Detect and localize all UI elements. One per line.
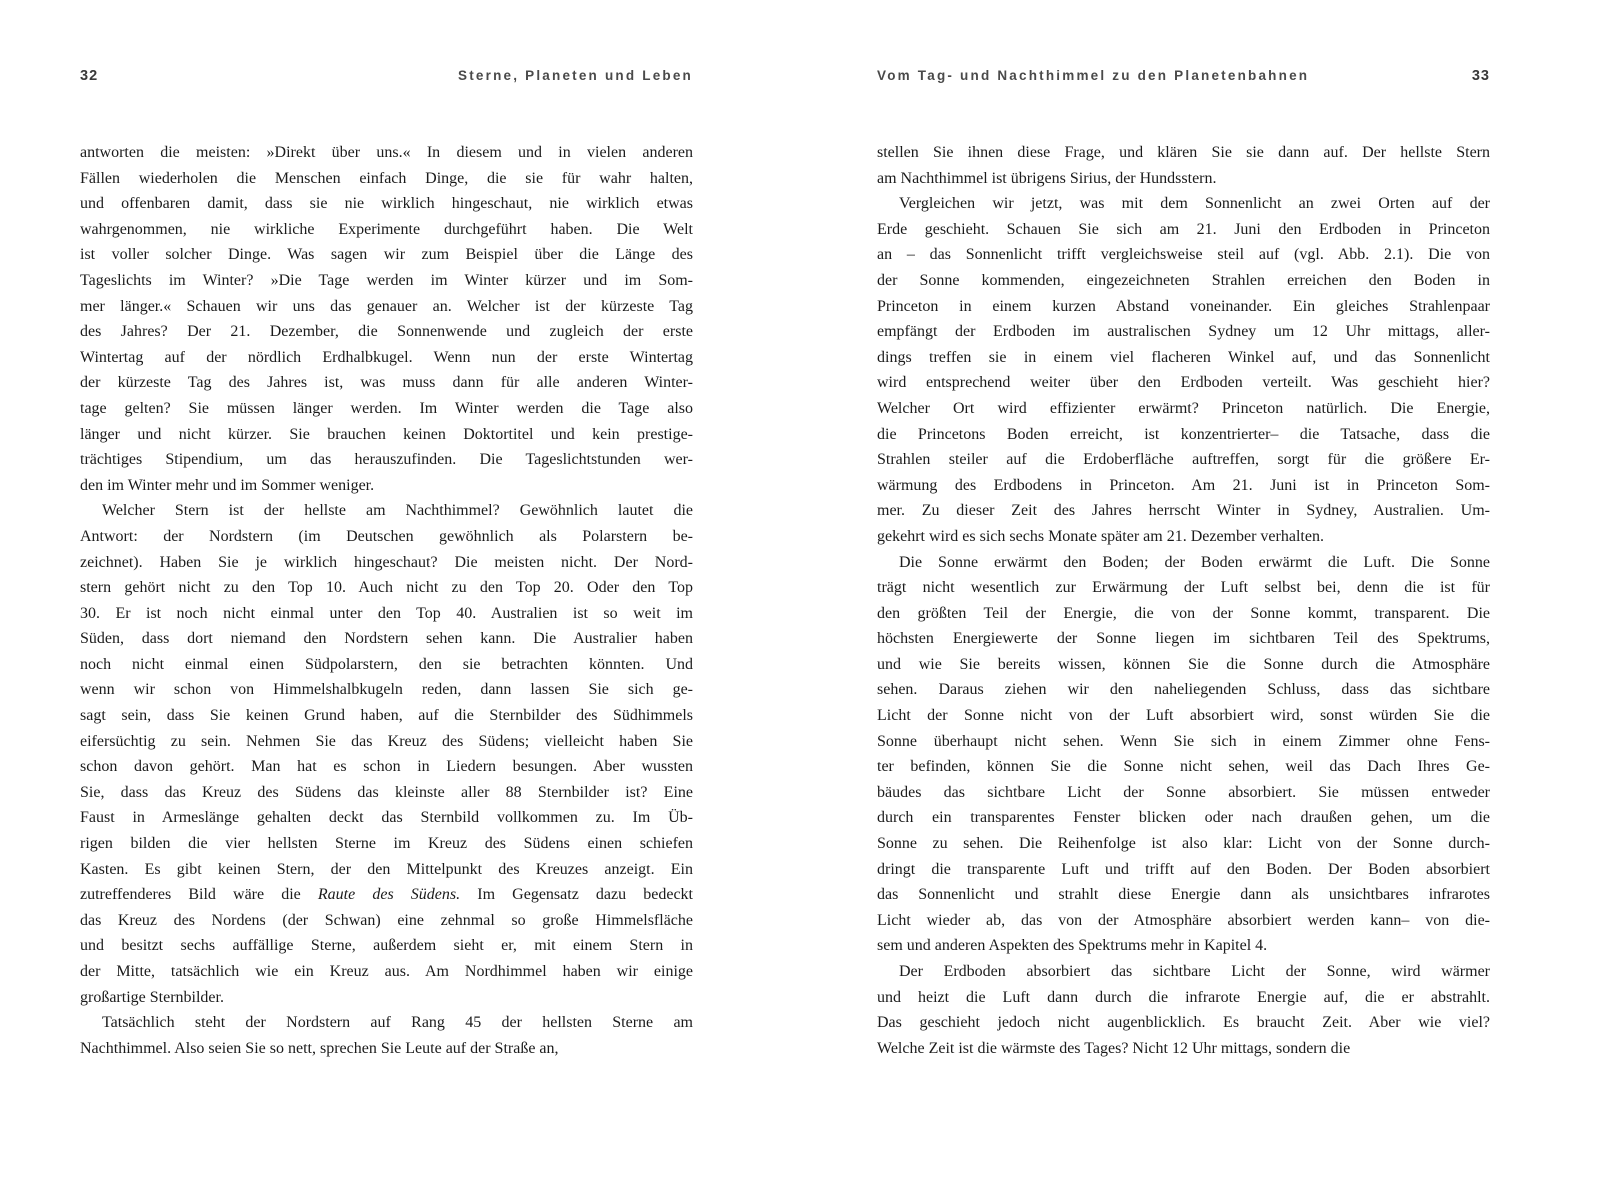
text-line <box>877 754 1490 780</box>
paragraph <box>877 140 1490 191</box>
text-segment: Vergleichen wir jetzt, was mit dem Sonnenlicht an zwei Orten auf der <box>899 195 1490 213</box>
text-segment: empfängt der Erdboden im australischen Sydney um 12 Uhr mittags, aller- <box>877 323 1490 341</box>
left-page <box>80 68 693 1061</box>
paragraph <box>80 140 693 498</box>
text-segment: den größten Teil der Energie, die von der Sonne kommt, transparent. Die <box>877 604 1490 622</box>
text-segment: Der Erdboden absorbiert das sichtbare Licht der Sonne, wird wärmer <box>899 963 1490 980</box>
text-segment: tage gelten? Sie müssen länger werden. Im Winter werden die Tage also <box>80 399 693 417</box>
text-line <box>80 703 693 729</box>
text-segment: eifersüchtig zu sein. Nehmen Sie das Kreuz des Südens; vielleicht haben Sie <box>80 732 693 750</box>
text-line <box>80 857 693 883</box>
text-line <box>877 217 1490 243</box>
text-segment: trägt nicht wesentlich zur Erwärmung der Luft selbst bei, denn die ist für <box>877 579 1490 597</box>
text-line <box>877 729 1490 755</box>
text-line <box>80 294 693 320</box>
text-line <box>877 933 1490 959</box>
text-line <box>80 780 693 806</box>
text-segment: das Sonnenlicht und strahlt diese Energie dann als unsichtbares infrarotes <box>877 886 1490 904</box>
text-line <box>80 473 693 499</box>
paragraph <box>877 191 1490 549</box>
text-line <box>80 345 693 371</box>
text-line <box>877 652 1490 678</box>
text-line <box>877 959 1490 985</box>
text-segment: mer länger.« Schauen wir uns das genauer an. Welcher ist der kürzeste Tag <box>80 297 693 315</box>
text-segment: am Nachthimmel ist übrigens Sirius, der Hundsstern. <box>877 169 1217 187</box>
text-line <box>877 191 1490 217</box>
text-segment: dings treffen sie in einem viel flacheren Winkel auf, und das Sonnenlicht <box>877 348 1490 366</box>
text-segment: Sie, dass das Kreuz des Südens das kleinste aller 88 Sternbilder ist? Eine <box>80 783 693 801</box>
text-segment: und heizt die Luft dann durch die infrarote Energie auf, die er abstrahlt. <box>877 988 1490 1006</box>
text-segment: Welcher Stern ist der hellste am Nachthimmel? Gewöhnlich lautet die <box>102 502 693 520</box>
text-line <box>80 626 693 652</box>
left-running-head: Sterne, Planeten und Leben <box>458 68 693 83</box>
text-segment: der Sonne kommenden, eingezeichneten Strahlen erreichen den Boden in <box>877 271 1490 289</box>
text-segment: Sonne zu sehen. Die Reihenfolge ist also klar: Licht von der Sonne durch- <box>877 835 1490 853</box>
text-segment: das Kreuz des Nordens (der Schwan) eine zehnmal so große Himmelsfläche <box>80 911 693 929</box>
text-segment: den im Winter mehr und im Sommer weniger. <box>80 476 375 494</box>
text-segment: Die Sonne erwärmt den Boden; der Boden erwärmt die Luft. Die Sonne <box>899 553 1490 571</box>
text-line <box>877 498 1490 524</box>
text-line <box>80 242 693 268</box>
text-segment: Sonne überhaupt nicht sehen. Wenn Sie sich in einem Zimmer ohne Fens- <box>877 732 1490 750</box>
text-line <box>80 882 693 908</box>
right-page <box>877 68 1490 1061</box>
text-line <box>80 959 693 985</box>
text-segment: 30. Er ist noch nicht einmal unter den Top 40. Australien ist so weit im <box>80 604 693 622</box>
italic-text: Raute des Südens. <box>317 886 461 904</box>
text-segment: stellen Sie ihnen diese Frage, und klären Sie sie dann auf. Der hellste Stern <box>877 144 1490 161</box>
text-segment: schon davon gehört. Man hat es schon in Liedern besungen. Aber wussten <box>80 758 693 776</box>
text-line <box>877 268 1490 294</box>
text-line <box>80 447 693 473</box>
right-page-number: 33 <box>1471 68 1490 84</box>
right-page-body <box>877 140 1490 1061</box>
text-line <box>877 1036 1490 1062</box>
text-line <box>80 831 693 857</box>
text-segment: Strahlen steiler auf die Erdoberfläche auftreffen, sorgt für die größere Er- <box>877 451 1490 469</box>
text-segment: sem und anderen Aspekten des Spektrums mehr in Kapitel 4. <box>877 937 1268 955</box>
text-line <box>877 422 1490 448</box>
text-segment: zutreffenderes Bild wäre die <box>80 886 318 904</box>
text-segment: Welcher Ort wird effizienter erwärmt? Princeton natürlich. Die Energie, <box>877 399 1490 417</box>
text-line <box>80 1036 693 1062</box>
text-line <box>877 447 1490 473</box>
text-line <box>80 140 693 166</box>
text-line <box>80 498 693 524</box>
text-segment: wird entsprechend weiter über den Erdboden verteilt. Was geschieht hier? <box>877 374 1490 392</box>
text-segment: Antwort: der Nordstern (im Deutschen gewöhnlich als Polarstern be- <box>80 527 693 545</box>
text-segment: und besitzt sechs auffällige Sterne, außerdem sieht er, mit einem Stern in <box>80 937 693 955</box>
text-line <box>877 780 1490 806</box>
text-line <box>80 524 693 550</box>
text-line <box>877 319 1490 345</box>
text-line <box>877 140 1490 166</box>
text-segment: Süden, dass dort niemand den Nordstern sehen kann. Die Australier haben <box>80 630 693 648</box>
text-segment: Tatsächlich steht der Nordstern auf Rang 45 der hellsten Sterne am <box>102 1014 693 1032</box>
text-line <box>877 1010 1490 1036</box>
text-line <box>80 191 693 217</box>
text-line <box>80 319 693 345</box>
text-segment: wärmung des Erdbodens in Princeton. Am 21. Juni ist in Princeton Som- <box>877 476 1490 494</box>
text-line <box>80 729 693 755</box>
text-line <box>877 575 1490 601</box>
text-line <box>80 933 693 959</box>
text-segment: Faust in Armeslänge gehalten deckt das Sternbild vollkommen zu. Im Üb- <box>80 809 693 827</box>
text-segment: rigen bilden die vier hellsten Sterne im Kreuz des Südens einen schiefen <box>80 835 693 853</box>
text-segment: Das geschieht jedoch nicht augenblicklich. Es braucht Zeit. Aber wie viel? <box>877 1014 1490 1032</box>
text-segment: durch ein transparentes Fenster blicken oder nach draußen gehen, um die <box>877 809 1490 827</box>
text-segment: sehen. Daraus ziehen wir den naheliegenden Schluss, dass das sichtbare <box>877 681 1490 699</box>
text-segment: bäudes das sichtbare Licht der Sonne absorbiert. Sie müssen entweder <box>877 783 1490 801</box>
text-segment: länger und nicht kürzer. Sie brauchen keinen Doktortitel und kein prestige- <box>80 425 693 443</box>
text-segment: höchsten Energiewerte der Sonne liegen im sichtbaren Teil des Spektrums, <box>877 630 1490 648</box>
left-page-number: 32 <box>80 68 99 84</box>
text-segment: Princeton in einem kurzen Abstand voneinander. Ein gleiches Strahlenpaar <box>877 297 1490 315</box>
text-line <box>80 166 693 192</box>
text-segment: Welche Zeit ist die wärmste des Tages? Nicht 12 Uhr mittags, sondern die <box>877 1039 1351 1057</box>
paragraph <box>80 1010 693 1061</box>
text-segment: stern gehört nicht zu den Top 10. Auch nicht zu den Top 20. Oder den Top <box>80 579 693 597</box>
text-segment: Erde geschieht. Schauen Sie sich am 21. Juni den Erdboden in Princeton <box>877 220 1490 238</box>
text-segment: wenn wir schon von Himmelshalbkugeln reden, dann lassen Sie sich ge- <box>80 681 693 699</box>
text-segment: sagt sein, dass Sie keinen Grund haben, auf die Sternbilder des Südhimmels <box>80 707 693 725</box>
text-segment: an – das Sonnenlicht trifft vergleichsweise steil auf (vgl. Abb. 2.1). Die von <box>877 246 1490 264</box>
text-line <box>80 677 693 703</box>
text-segment: dringt die transparente Luft und trifft auf den Boden. Der Boden absorbiert <box>877 860 1490 878</box>
text-line <box>80 985 693 1011</box>
left-page-body <box>80 140 693 1061</box>
text-line <box>877 677 1490 703</box>
text-segment: der kürzeste Tag des Jahres ist, was muss dann für alle anderen Winter- <box>80 374 693 392</box>
text-line <box>877 831 1490 857</box>
paragraph <box>80 498 693 1010</box>
paragraph <box>877 550 1490 960</box>
right-running-head: Vom Tag- und Nachthimmel zu den Planetenbahnen <box>877 68 1310 83</box>
text-segment: Nachthimmel. Also seien Sie so nett, sprechen Sie Leute auf der Straße an, <box>80 1039 559 1057</box>
text-segment: wahrgenommen, nie wirkliche Experimente durchgeführt haben. Die Welt <box>80 220 693 238</box>
text-line <box>80 601 693 627</box>
text-line <box>80 396 693 422</box>
text-segment: antworten die meisten: »Direkt über uns.« In diesem und in vielen anderen <box>80 144 693 161</box>
text-line <box>877 370 1490 396</box>
text-line <box>80 908 693 934</box>
text-segment: und wie Sie bereits wissen, können Sie die Sonne durch die Atmosphäre <box>877 655 1490 673</box>
text-segment: noch nicht einmal einen Südpolarstern, den sie betrachten könnten. Und <box>80 655 693 673</box>
text-segment: gekehrt wird es sich sechs Monate später am 21. Dezember verhalten. <box>877 527 1324 545</box>
text-line <box>80 217 693 243</box>
text-line <box>877 473 1490 499</box>
text-line <box>877 524 1490 550</box>
text-segment: mer. Zu dieser Zeit des Jahres herrscht Winter in Sydney, Australien. Um- <box>877 502 1490 520</box>
text-segment: die Princetons Boden erreicht, ist konzentrierter– die Tatsache, dass die <box>877 425 1490 443</box>
text-line <box>877 857 1490 883</box>
text-segment: Licht wieder ab, das von der Atmosphäre absorbiert werden kann– von die- <box>877 911 1490 929</box>
text-segment: Kasten. Es gibt keinen Stern, der den Mittelpunkt des Kreuzes anzeigt. Ein <box>80 860 693 878</box>
text-line <box>877 166 1490 192</box>
text-segment: trächtiges Stipendium, um das herauszufinden. Die Tageslichtstunden wer- <box>80 451 693 469</box>
text-line <box>877 805 1490 831</box>
text-segment: ter befinden, können Sie die Sonne nicht sehen, weil das Dach Ihres Ge- <box>877 758 1490 776</box>
text-segment: und offenbaren damit, dass sie nie wirklich hingeschaut, nie wirklich etwas <box>80 195 693 213</box>
text-segment: Licht der Sonne nicht von der Luft absorbiert wird, sonst würden Sie die <box>877 707 1490 725</box>
text-segment: der Mitte, tatsächlich wie ein Kreuz aus. Am Nordhimmel haben wir einige <box>80 963 693 980</box>
text-line <box>80 1010 693 1036</box>
text-line <box>80 370 693 396</box>
text-segment: großartige Sternbilder. <box>80 988 224 1006</box>
text-line <box>877 985 1490 1011</box>
text-line <box>80 805 693 831</box>
text-line <box>877 294 1490 320</box>
text-line <box>80 550 693 576</box>
text-segment: Wintertag auf der nördlich Erdhalbkugel. Wenn nun der erste Wintertag <box>80 348 693 366</box>
text-line <box>877 703 1490 729</box>
text-line <box>877 626 1490 652</box>
text-line <box>877 908 1490 934</box>
text-line <box>877 242 1490 268</box>
paragraph <box>877 959 1490 1061</box>
text-line <box>80 268 693 294</box>
right-page-header <box>877 68 1490 88</box>
text-line <box>877 396 1490 422</box>
text-line <box>80 422 693 448</box>
text-line <box>80 652 693 678</box>
text-line <box>80 575 693 601</box>
text-segment: Tageslichts im Winter? »Die Tage werden im Winter kürzer und im Som- <box>80 271 693 289</box>
text-segment: zeichnet). Haben Sie je wirklich hingeschaut? Die meisten nicht. Der Nord- <box>80 553 693 571</box>
text-line <box>877 882 1490 908</box>
text-line <box>877 601 1490 627</box>
text-segment: des Jahres? Der 21. Dezember, die Sonnenwende und zugleich der erste <box>80 323 693 341</box>
text-segment: Im Gegensatz dazu bedeckt <box>460 886 693 904</box>
text-line <box>80 754 693 780</box>
text-line <box>877 345 1490 371</box>
text-line <box>877 550 1490 576</box>
text-segment: Fällen wiederholen die Menschen einfach Dinge, die sie für wahr halten, <box>80 169 693 187</box>
left-page-header <box>80 68 693 88</box>
text-segment: ist voller solcher Dinge. Was sagen wir zum Beispiel über die Länge des <box>80 246 693 264</box>
